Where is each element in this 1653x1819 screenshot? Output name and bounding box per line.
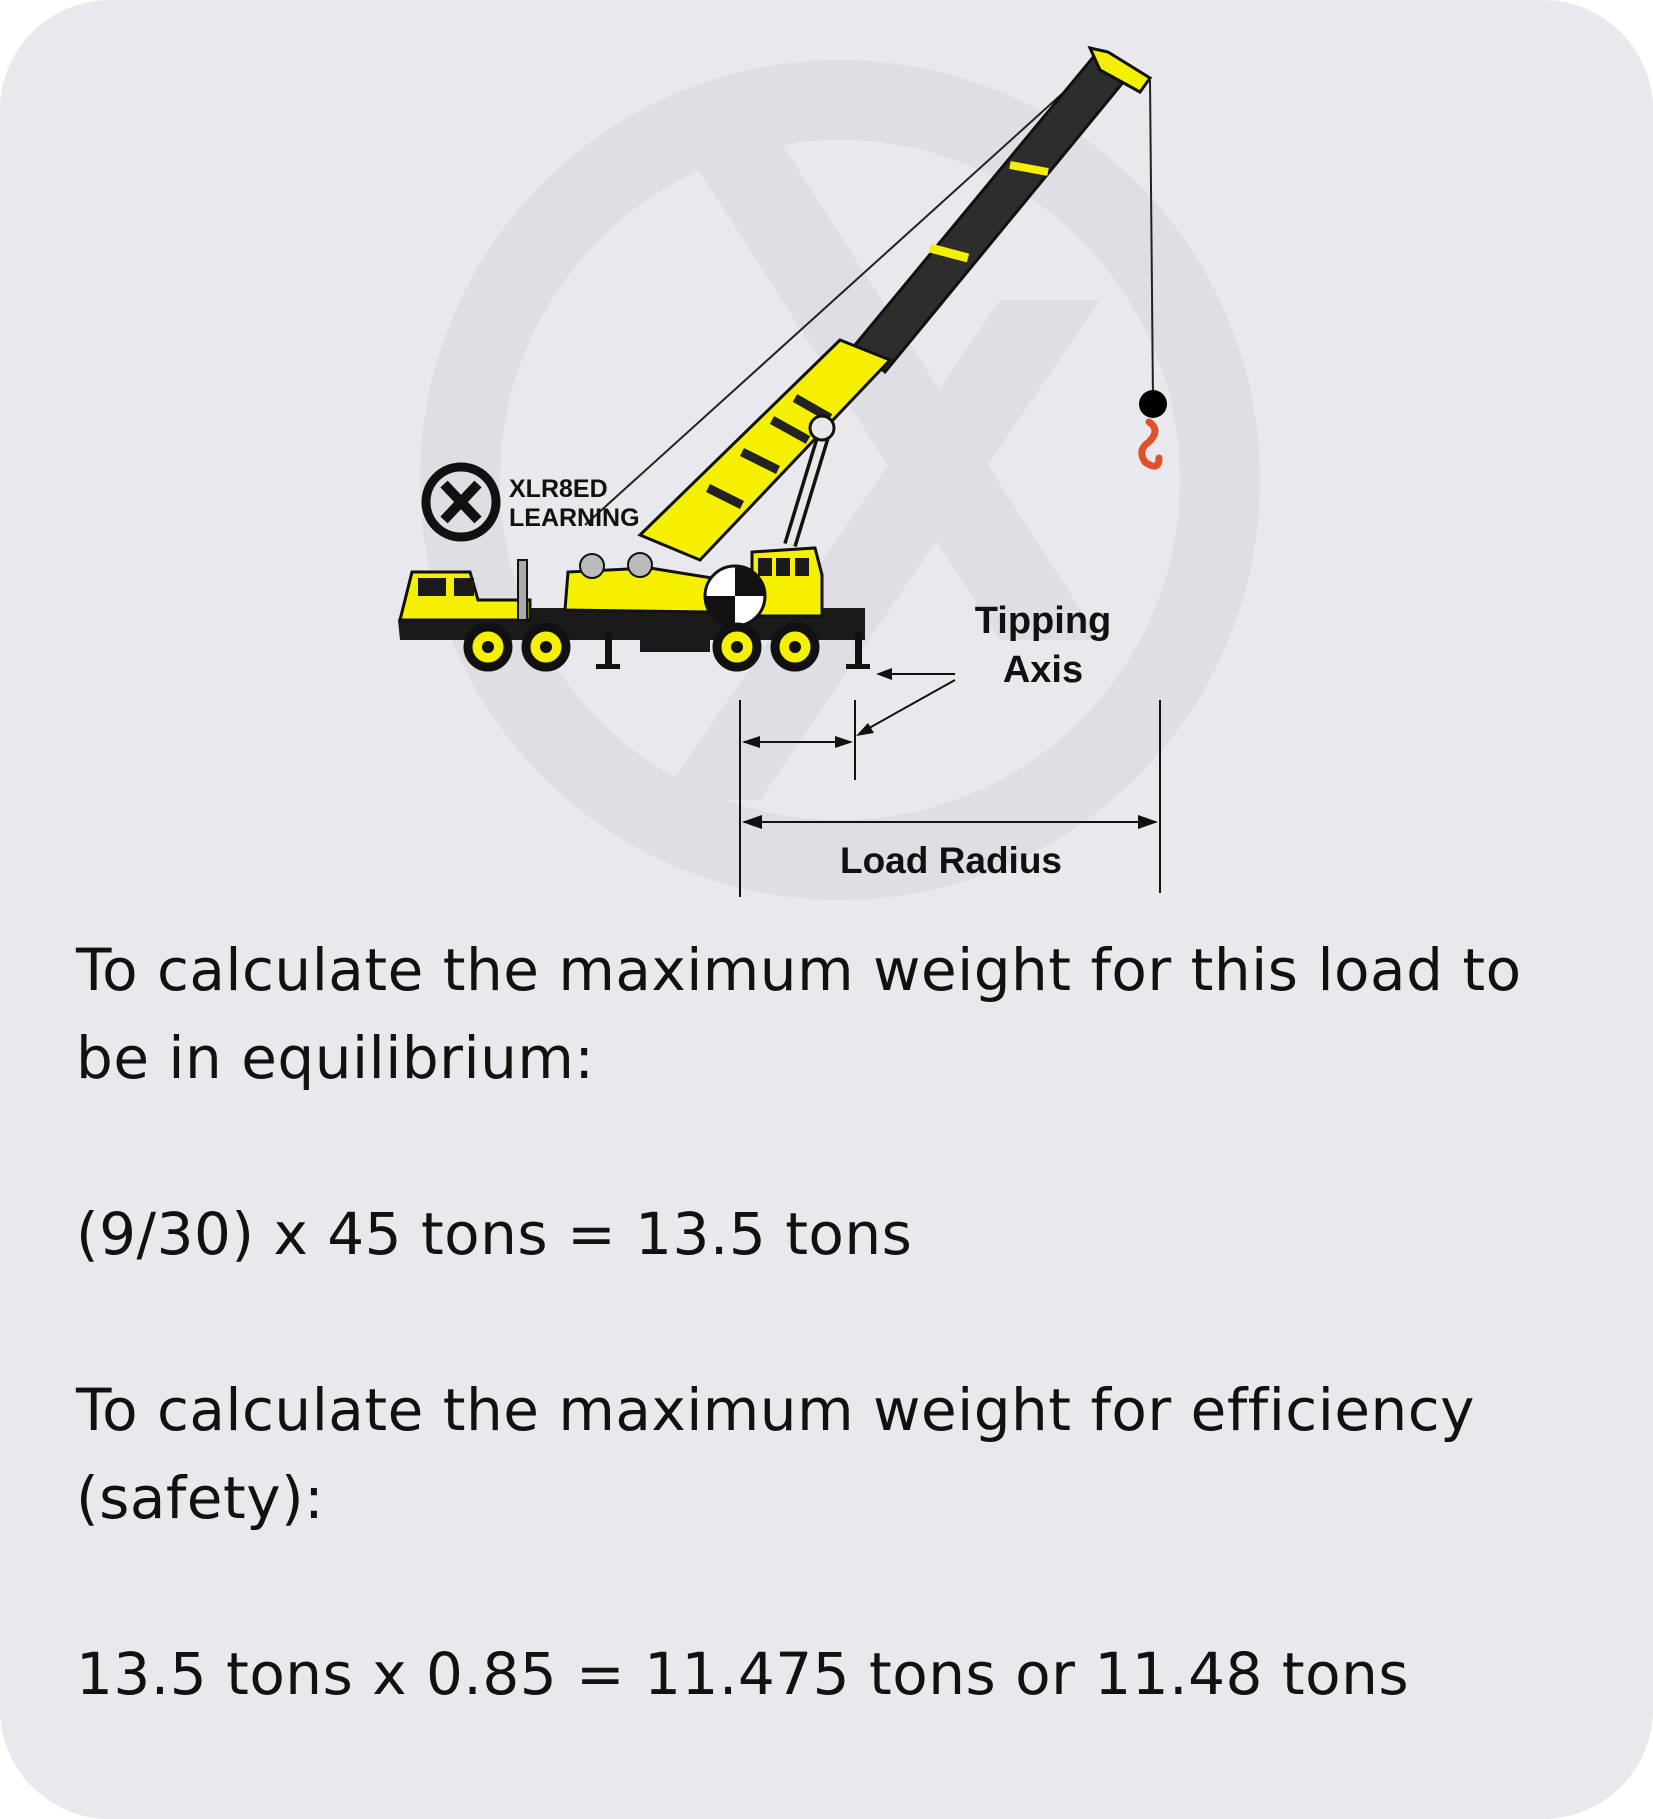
efficiency-equation: 13.5 tons x 0.85 = 11.475 tons or 11.48 tons <box>76 1640 1410 1708</box>
tipping-axis-arrows <box>856 668 955 736</box>
logo-line1: XLR8ED <box>509 475 608 503</box>
equilibrium-equation: (9/30) x 45 tons = 13.5 tons <box>76 1200 913 1268</box>
load-radius-label: Load Radius <box>839 840 1063 881</box>
calculation-text <box>76 926 1596 1718</box>
logo-line2: LEARNING <box>509 504 640 532</box>
tipping-axis-label-line2: Axis <box>1002 649 1084 691</box>
efficiency-intro: To calculate the maximum weight for efficiency (safety): <box>76 1376 1494 1532</box>
tipping-axis-label-line1: Tipping <box>974 600 1112 642</box>
equilibrium-intro: To calculate the maximum weight for this load to be in equilibrium: <box>76 936 1541 1092</box>
